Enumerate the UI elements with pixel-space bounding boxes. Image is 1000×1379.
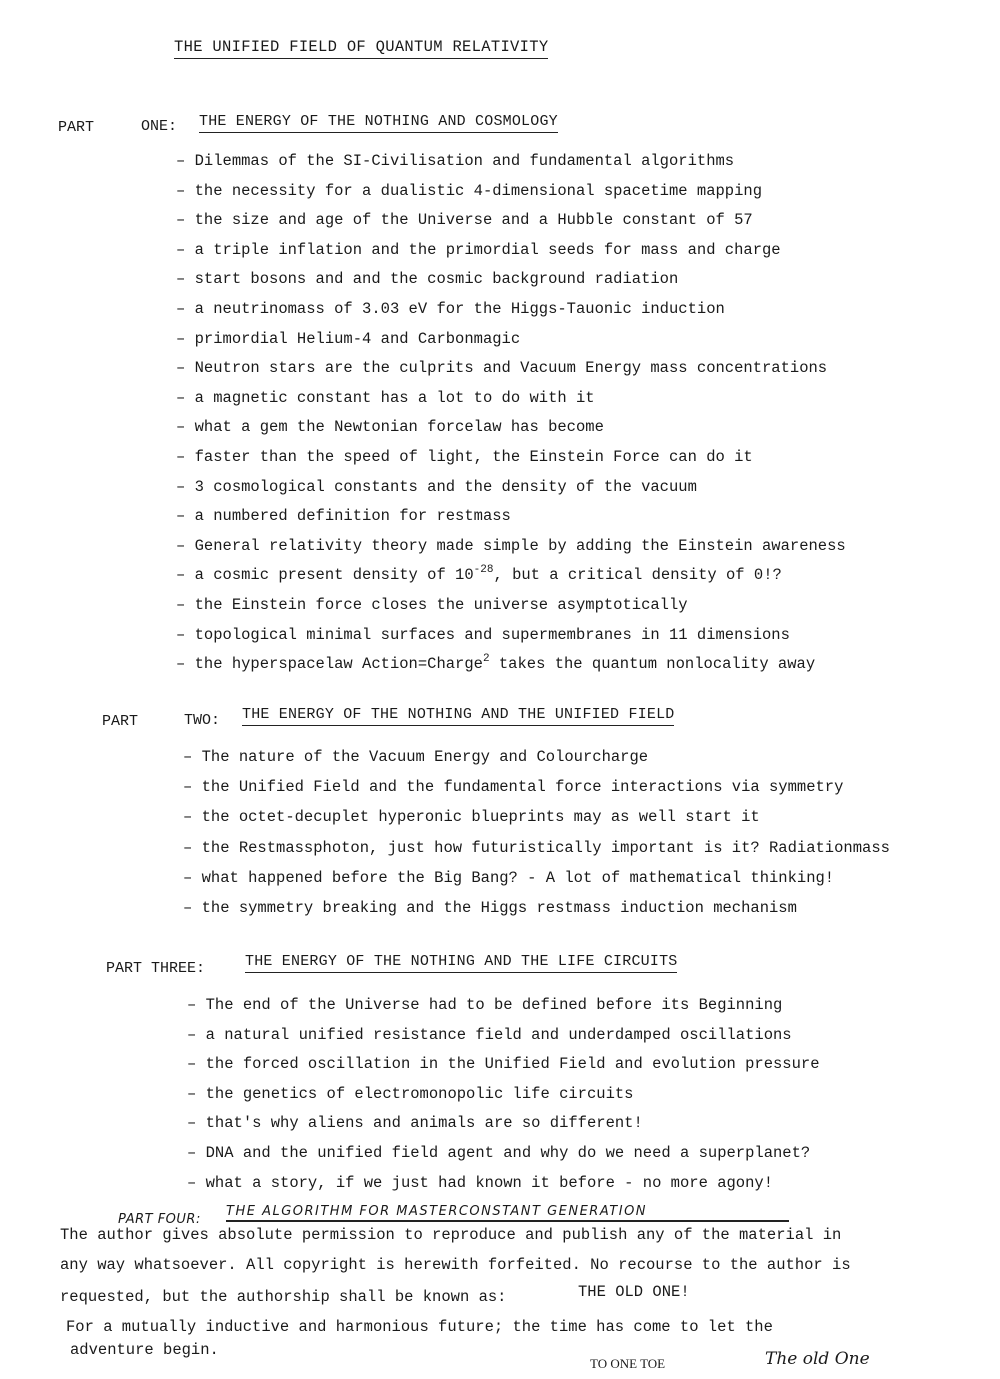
list-item: – DNA and the unified field agent and why do we need a superplanet?	[187, 1144, 820, 1174]
part-two-label: PART	[102, 713, 139, 730]
list-item: – the size and age of the Universe and a Hubble constant of 57	[176, 211, 846, 241]
author-name: THE OLD ONE!	[578, 1283, 690, 1301]
part-one-list	[176, 152, 846, 685]
closing-line-1: For a mutually inductive and harmonious future; the time has come to let the	[66, 1318, 773, 1336]
list-item: – start bosons and and the cosmic background radiation	[176, 270, 846, 300]
list-item: – primordial Helium-4 and Carbonmagic	[176, 330, 846, 360]
list-item-density: – a cosmic present density of $10^{-28}$, but a critical density of 0!?	[176, 566, 846, 596]
list-item: – what a gem the Newtonian forcelaw has become	[176, 418, 846, 448]
list-item: – faster than the speed of light, the Einstein Force can do it	[176, 448, 846, 478]
list-item: – the genetics of electromonopolic life circuits	[187, 1085, 820, 1115]
list-item: – Dilemmas of the SI-Civilisation and fundamental algorithms	[176, 152, 846, 182]
part-four-heading: THE ALGORITHM FOR MASTERCONSTANT GENERATION	[226, 1204, 789, 1222]
list-item: – what a story, if we just had known it before - no more agony!	[187, 1174, 820, 1204]
list-item: – the symmetry breaking and the Higgs restmass induction mechanism	[183, 899, 890, 929]
signature: The old One	[765, 1349, 870, 1369]
list-item: – topological minimal surfaces and supermembranes in 11 dimensions	[176, 626, 846, 656]
list-item: – Neutron stars are the culprits and Vacuum Energy mass concentrations	[176, 359, 846, 389]
document-title: THE UNIFIED FIELD OF QUANTUM RELATIVITY	[174, 38, 548, 59]
list-item: – The end of the Universe had to be defined before its Beginning	[187, 996, 820, 1026]
part-one-heading: THE ENERGY OF THE NOTHING AND COSMOLOGY	[199, 113, 558, 133]
list-item: – a triple inflation and the primordial seeds for mass and charge	[176, 241, 846, 271]
list-item: – the Restmassphoton, just how futuristically important is it? Radiationmass	[183, 839, 890, 869]
list-item: – the necessity for a dualistic 4-dimensional spacetime mapping	[176, 182, 846, 212]
part-three-list	[187, 996, 820, 1203]
part-one-number: ONE:	[141, 118, 178, 135]
part-two-list	[183, 748, 890, 929]
toe-text: TO ONE TOE	[590, 1356, 666, 1371]
part-one-label: PART	[58, 119, 95, 136]
list-item: – the Unified Field and the fundamental force interactions via symmetry	[183, 778, 890, 808]
closing-line-2: adventure begin.	[70, 1341, 219, 1359]
list-item: – General relativity theory made simple by adding the Einstein awareness	[176, 537, 846, 567]
list-item: – a numbered definition for restmass	[176, 507, 846, 537]
list-item: – the forced oscillation in the Unified Field and evolution pressure	[187, 1055, 820, 1085]
list-item: – the Einstein force closes the universe asymptotically	[176, 596, 846, 626]
list-item: – a neutrinomass of 3.03 eV for the Higgs-Tauonic induction	[176, 300, 846, 330]
part-two-number: TWO:	[184, 712, 221, 729]
part-four-label: PART FOUR:	[118, 1212, 201, 1227]
list-item: – that's why aliens and animals are so different!	[187, 1114, 820, 1144]
list-item: – The nature of the Vacuum Energy and Colourcharge	[183, 748, 890, 778]
list-item: – a natural unified resistance field and underdamped oscillations	[187, 1026, 820, 1056]
list-item: – what happened before the Big Bang? - A lot of mathematical thinking!	[183, 869, 890, 899]
list-item: – the octet-decuplet hyperonic blueprints may as well start it	[183, 808, 890, 838]
permission-line-2: any way whatsoever. All copyright is herewith forfeited. No recourse to the author is	[60, 1256, 851, 1274]
list-item-action: – the hyperspacelaw Action=Charge$^2$ takes the quantum nonlocality away	[176, 655, 846, 685]
permission-line-1: The author gives absolute permission to reproduce and publish any of the material in	[60, 1226, 842, 1244]
permission-line-3: requested, but the authorship shall be known as:	[60, 1288, 507, 1306]
part-two-heading: THE ENERGY OF THE NOTHING AND THE UNIFIED FIELD	[242, 706, 674, 726]
part-three-heading: THE ENERGY OF THE NOTHING AND THE LIFE CIRCUITS	[245, 953, 677, 973]
part-three-label: PART THREE:	[106, 960, 206, 977]
list-item: – a magnetic constant has a lot to do with it	[176, 389, 846, 419]
list-item: – 3 cosmological constants and the density of the vacuum	[176, 478, 846, 508]
